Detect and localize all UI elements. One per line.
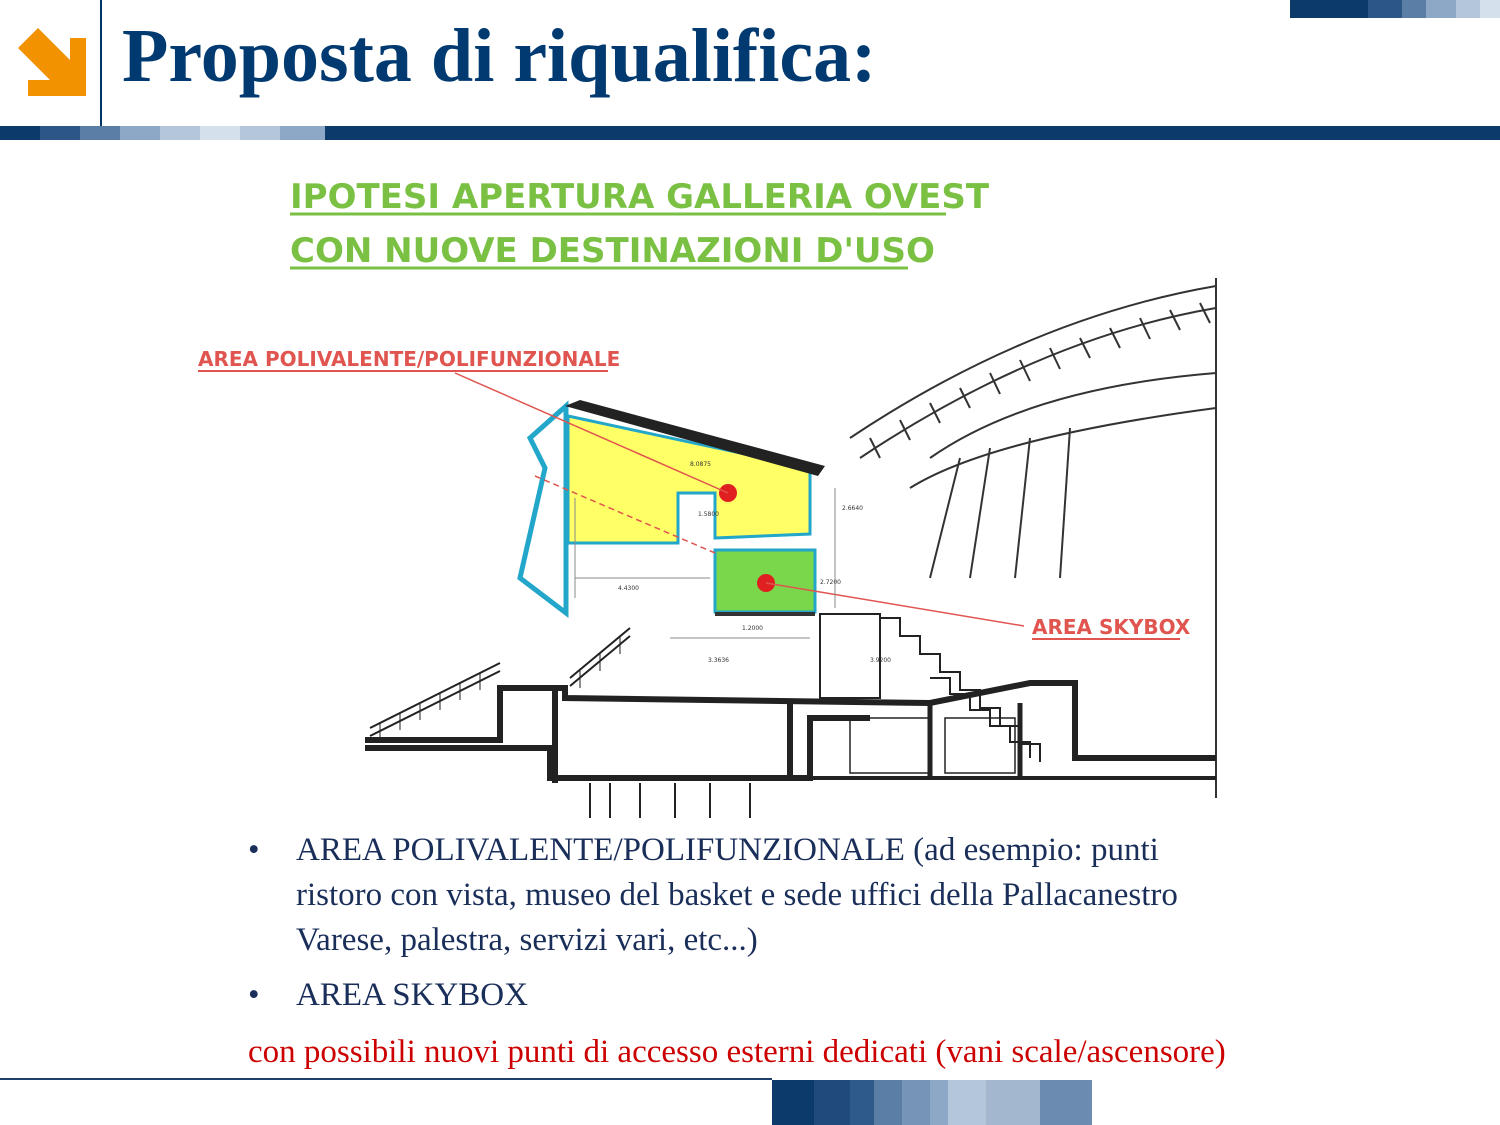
bullet-list (248, 828, 1248, 1028)
svg-text:8.0875: 8.0875 (690, 461, 711, 468)
orange-arrow-logo-icon (18, 28, 88, 98)
page-title: Proposta di riqualifica: (122, 14, 877, 98)
bullet-dot: • (248, 977, 260, 1013)
svg-text:3.9200: 3.9200 (870, 657, 891, 664)
svg-text:4.4300: 4.4300 (618, 585, 639, 592)
lower-structure (365, 614, 1216, 818)
access-note: con possibili nuovi punti di accesso esterni dedicati (vani scale/ascensore) (248, 1034, 1226, 1070)
bullet-item-skybox (248, 973, 1248, 1018)
footer-gradient-bar (772, 1080, 1092, 1125)
top-right-gradient-bar (1290, 0, 1500, 18)
roof-truss (850, 278, 1216, 798)
label-area-polivalente: AREA POLIVALENTE/POLIFUNZIONALE (198, 347, 621, 371)
gallery-outline (520, 406, 566, 613)
label-area-skybox: AREA SKYBOX (1032, 615, 1191, 639)
svg-text:1.2000: 1.2000 (742, 625, 763, 632)
header-divider (100, 0, 102, 126)
drawing-heading-line2: CON NUOVE DESTINAZIONI D'USO (290, 231, 935, 271)
bullet-item-polivalente (248, 828, 1248, 963)
drawing-heading-line1: IPOTESI APERTURA GALLERIA OVEST (290, 177, 990, 217)
footer-rule (0, 1078, 772, 1080)
bullet-dot: • (248, 832, 260, 868)
svg-text:1.5800: 1.5800 (698, 511, 719, 518)
svg-text:2.7200: 2.7200 (820, 579, 841, 586)
svg-text:2.6640: 2.6640 (842, 505, 863, 512)
bullet-text: AREA POLIVALENTE/POLIFUNZIONALE (ad esempio: punti ristoro con vista, museo del basket e sede uffici della Pallacanestro Varese, palestra, servizi vari, etc...) (296, 832, 1178, 958)
bullet-text: AREA SKYBOX (296, 977, 528, 1013)
stadium-section-drawing (170, 158, 1250, 828)
svg-text:3.3636: 3.3636 (708, 657, 729, 664)
header-gradient-bar (0, 126, 1500, 140)
